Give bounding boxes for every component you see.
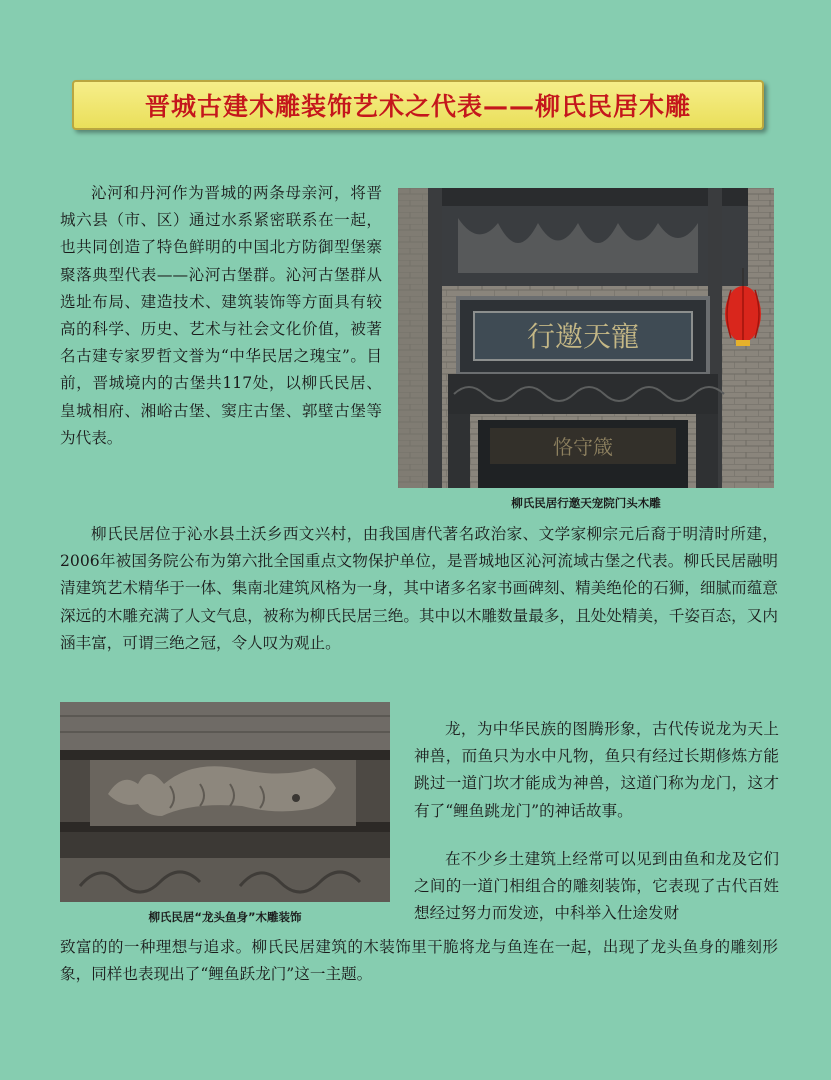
page-title: 晋城古建木雕装饰艺术之代表——柳氏民居木雕 (144, 92, 691, 121)
gate-plaque-text: 行邀天寵 (526, 320, 640, 353)
carving-meaning-continued: 致富的的一种理想与追求。柳氏民居建筑的木装饰里干脆将龙与鱼连在一起，出现了龙头鱼身的雕刻形象，同样也表现出了“鲤鱼跃龙门”这一主题。 (60, 938, 778, 984)
liushi-residence-paragraph: 柳氏民居位于沁水县土沃乡西文兴村，由我国唐代著名政治家、文学家柳宗元后裔于明清时所建，2006年被国务院公布为第六批全国重点文物保护单位，是晋城地区沁河流域古堡之代表。柳氏民居融明清建筑艺术精华于一体、集南北建筑风格为一身，其中诸多名家书画碑刻、精美绝伦的石狮，细腻而蕴意深远的木雕充满了人文气息，被称为柳氏民居三绝。其中以木雕数量最多，且处处精美，千姿百态，又内涵丰富，可谓三绝之冠，令人叹为观止。 (60, 525, 778, 652)
title-banner (72, 80, 764, 130)
gate-woodcarving-photo (398, 188, 774, 488)
dragon-fish-carving-photo (60, 702, 390, 902)
intro-paragraph: 沁河和丹河作为晋城的两条母亲河，将晋城六县（市、区）通过水系紧密联系在一起，也共同创造了特色鲜明的中国北方防御型堡寨聚落典型代表——沁河古堡群。沁河古堡群从选址布局、建造技术、建筑装饰等方面具有较高的科学、历史、艺术与社会文化价值，被著名古建专家罗哲文誉为“中华民居之瑰宝”。目前，晋城境内的古堡共117处，以柳氏民居、皇城相府、湘峪古堡、窦庄古堡、郭壁古堡等为代表。 (60, 184, 382, 447)
door-plaque-text: 恪守箴 (553, 435, 613, 459)
carving-photo-caption: 柳氏民居“龙头鱼身”木雕装饰 (148, 910, 302, 924)
dragon-legend-paragraph: 龙，为中华民族的图腾形象，古代传说龙为天上神兽，而鱼只为水中凡物，鱼只有经过长期修炼方能跳过一道门坎才能成为神兽，这道门称为龙门，这才有了“鲤鱼跳龙门”的神话故事。 (414, 720, 779, 820)
gate-photo-caption: 柳氏民居行邀天宠院门头木雕 (511, 496, 661, 510)
carving-meaning-paragraph: 在不少乡土建筑上经常可以见到由鱼和龙及它们之间的一道门相组合的雕刻装饰，它表现了古代百姓想经过努力而发迹，中科举入仕途发财 (414, 850, 779, 923)
